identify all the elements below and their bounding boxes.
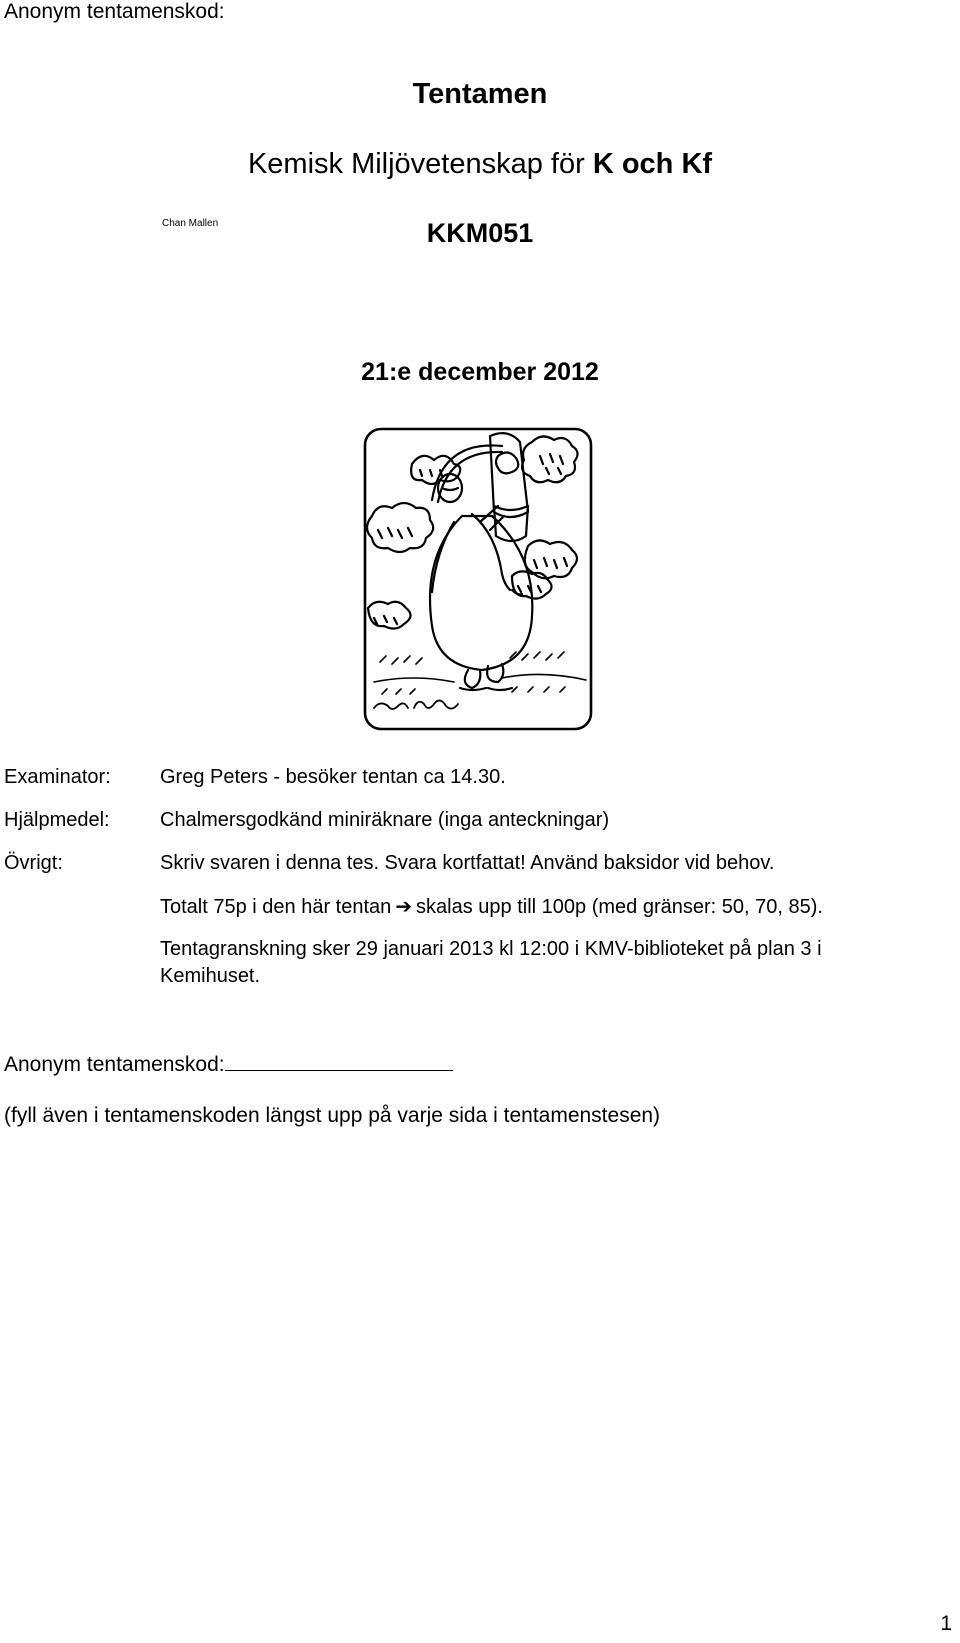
page-number: 1	[940, 1612, 952, 1635]
examiner-label: Examinator:	[4, 766, 111, 788]
course-name-bold: K och Kf	[592, 148, 713, 180]
page-title: Tentamen	[412, 78, 548, 110]
other-line-3: Tentagranskning sker 29 januari 2013 kl 12:00 i KMV-biblioteket på plan 3 i Kemihuset.	[160, 938, 822, 987]
signature-stroke	[374, 700, 458, 709]
other-line-2-part-b: skalas upp till 100p (med gränser: 50, 70, 85).	[416, 896, 823, 918]
other-line-1: Skriv svaren i denna tes. Svara kortfattat! Använd baksidor vid behov.	[160, 852, 775, 874]
course-code: KKM051	[426, 218, 534, 248]
code-blank-line[interactable]	[225, 1050, 453, 1071]
other-line-2-part-a: Totalt 75p i den här tentan	[160, 896, 392, 918]
examiner-value: Greg Peters - besöker tentan ca 14.30.	[160, 766, 506, 788]
footer-code-label: Anonym tentamenskod:	[4, 1053, 225, 1076]
header-anonymous-code-label: Anonym tentamenskod:	[4, 0, 225, 23]
figure-with-tank	[430, 433, 532, 690]
aids-value: Chalmersgodkänd miniräknare (inga anteckningar)	[160, 809, 610, 831]
cloud-left-low	[368, 602, 411, 629]
footer-anonymous-code	[4, 1050, 453, 1077]
cartoon-signature: Chan Mallen	[162, 218, 219, 229]
exam-date: 21:e december 2012	[361, 358, 599, 386]
cloud-left-mid	[367, 503, 433, 552]
other-line-2	[160, 894, 823, 919]
arrow-right-icon: ➔	[395, 896, 413, 918]
course-name-prefix: Kemisk Miljövetenskap för	[247, 148, 593, 180]
course-name	[0, 148, 960, 181]
other-label: Övrigt:	[4, 852, 63, 874]
footer-instruction: (fyll även i tentamenskoden längst upp på varje sida i tentamenstesen)	[4, 1104, 661, 1127]
cloud-right-mid	[512, 540, 577, 598]
cloud-right-top	[522, 436, 578, 482]
aids-label: Hjälpmedel:	[4, 809, 110, 831]
